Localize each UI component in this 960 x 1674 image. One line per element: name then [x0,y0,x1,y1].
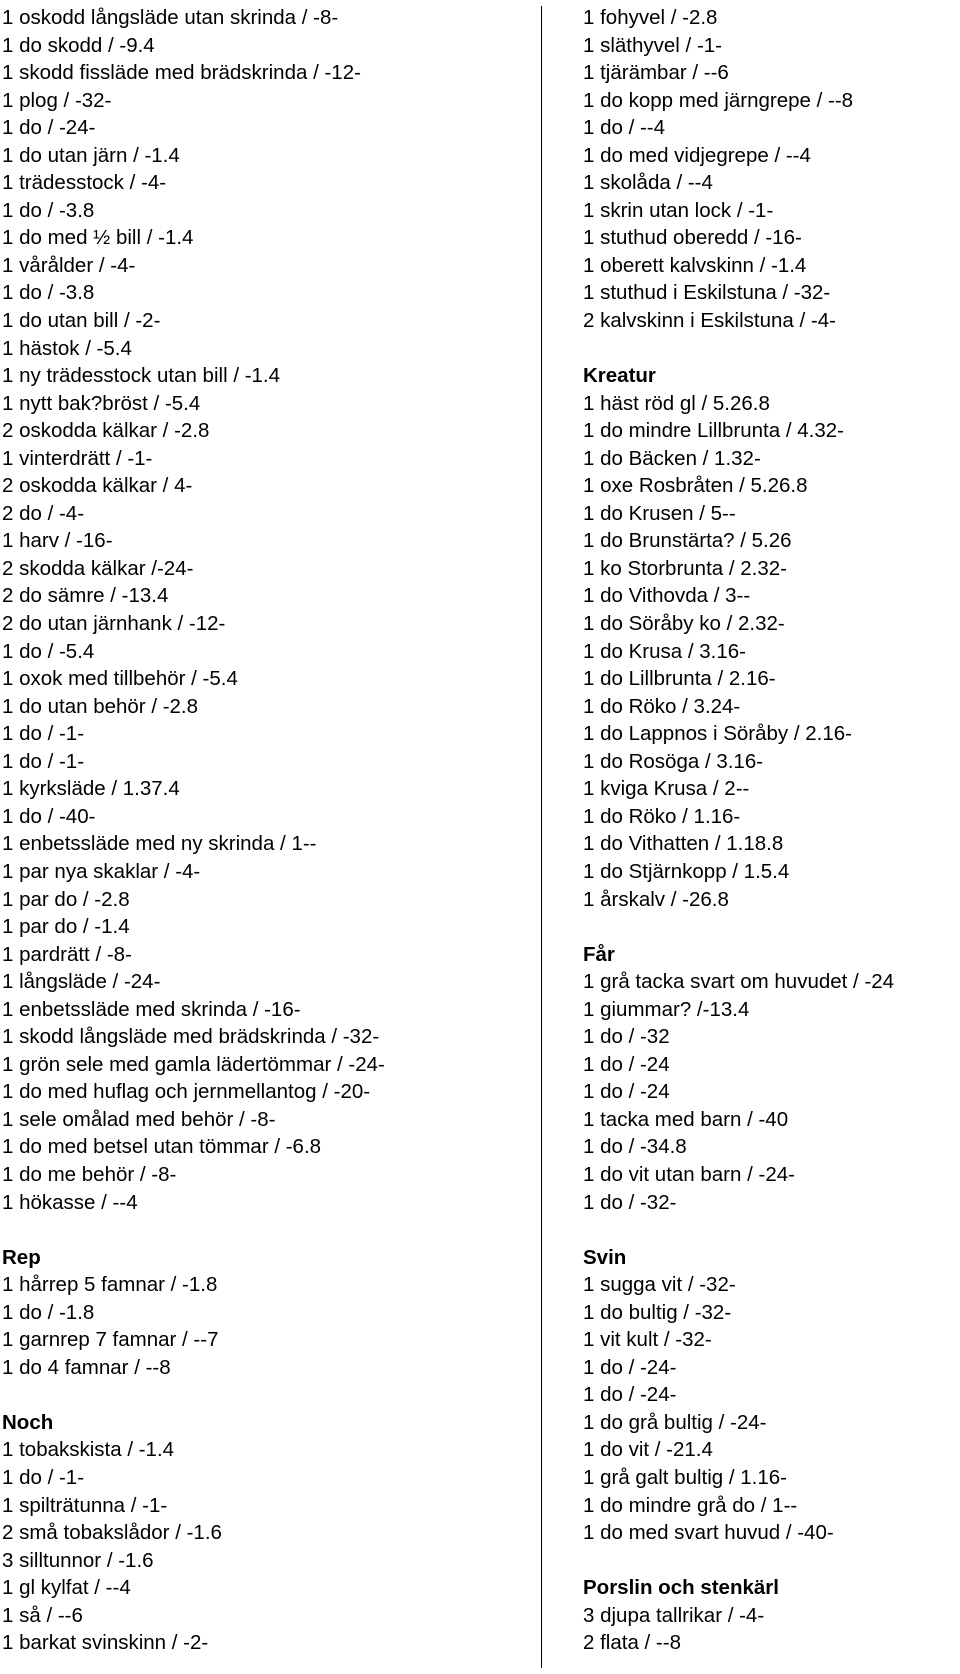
inventory-entry: 1 enbetssläde med ny skrinda / 1-- [2,832,317,856]
inventory-entry: 1 do Krusen / 5-- [583,501,736,525]
inventory-entry: 1 do med vidjegrepe / --4 [583,143,811,167]
column-divider [541,6,542,1668]
inventory-entry: 1 skrin utan lock / -1- [583,198,774,222]
inventory-entry: 1 do Stjärnkopp / 1.5.4 [583,859,790,883]
inventory-entry: 1 hökasse / --4 [2,1190,138,1214]
inventory-entry: 1 skodd fissläde med brädskrinda / -12- [2,61,361,85]
inventory-entry: 1 do / -5.4 [2,639,95,663]
inventory-entry: 1 do med ½ bill / -1.4 [2,226,194,250]
inventory-entry: 1 do Röko / 3.24- [583,694,741,718]
spacer [583,1216,958,1244]
inventory-entry: 1 do Rosöga / 3.16- [583,749,764,773]
inventory-entry: 1 årskalv / -26.8 [583,887,729,911]
inventory-entry: 1 ko Storbrunta / 2.32- [583,556,787,580]
inventory-entry: 1 vårålder / -4- [2,253,136,277]
inventory-entry: 1 skolåda / --4 [583,171,713,195]
inventory-entry: 1 do Vithatten / 1.18.8 [583,832,784,856]
inventory-entry: 1 hårrep 5 famnar / -1.8 [2,1273,218,1297]
inventory-entry: 1 ny trädesstock utan bill / -1.4 [2,364,281,388]
inventory-entry: 1 do / -3.8 [2,281,95,305]
inventory-entry: 1 trädesstock / -4- [2,171,167,195]
inventory-entry: 1 do / -1- [2,722,85,746]
inventory-entry: 1 stuthud oberedd / -16- [583,226,802,250]
inventory-entry: 1 do bultig / -32- [583,1300,732,1324]
spacer [2,1216,540,1244]
spacer [2,1381,540,1409]
inventory-entry: 1 do / -40- [2,804,96,828]
inventory-entry: 2 do utan järnhank / -12- [2,612,226,636]
inventory-entry: 1 barkat svinskinn / -2- [2,1631,209,1655]
inventory-entry: 2 små tobakslådor / -1.6 [2,1521,222,1545]
inventory-entry: 1 do / -24 [583,1052,670,1076]
inventory-entry: 1 do grå bultig / -24- [583,1410,767,1434]
spacer [583,1547,958,1575]
inventory-entry: 1 do / -1- [2,749,85,773]
inventory-entry: 1 do Vithovda / 3-- [583,584,751,608]
inventory-entry: 1 hästok / -5.4 [2,336,132,360]
inventory-entry: 1 do / -1.8 [2,1300,95,1324]
inventory-entry: 1 do Lappnos i Söråby / 2.16- [583,722,852,746]
inventory-entry: 1 do Röko / 1.16- [583,804,741,828]
inventory-entry: 2 do sämre / -13.4 [2,584,169,608]
right-column [583,4,958,1657]
inventory-entry: 1 kyrksläde / 1.37.4 [2,777,180,801]
section-heading: Rep [2,1245,41,1269]
inventory-entry: 2 oskodda kälkar / 4- [2,474,193,498]
spacer [583,913,958,941]
inventory-entry: 2 kalvskinn i Eskilstuna / -4- [583,309,836,333]
inventory-entry: 1 do utan behör / -2.8 [2,694,199,718]
inventory-entry: 1 gl kylfat / --4 [2,1576,131,1600]
inventory-entry: 3 djupa tallrikar / -4- [583,1603,765,1627]
inventory-entry: 1 do med huflag och jernmellantog / -20- [2,1080,371,1104]
inventory-entry: 2 do / -4- [2,501,85,525]
inventory-entry: 1 vit kult / -32- [583,1328,712,1352]
section-heading: Kreatur [583,364,656,388]
inventory-entry: 1 do Brunstärta? / 5.26 [583,529,792,553]
inventory-entry: 2 skodda kälkar /-24- [2,556,194,580]
section-heading: Får [583,942,615,966]
inventory-entry: 1 enbetssläde med skrinda / -16- [2,997,301,1021]
inventory-entry: 2 oskodda kälkar / -2.8 [2,419,210,443]
inventory-entry: 1 do vit utan barn / -24- [583,1162,795,1186]
inventory-entry: 1 do Söråby ko / 2.32- [583,612,785,636]
inventory-entry: 1 do / -24- [583,1383,677,1407]
inventory-entry: 1 par do / -1.4 [2,915,130,939]
inventory-entry: 3 silltunnor / -1.6 [2,1548,154,1572]
inventory-entry: 1 do skodd / -9.4 [2,33,155,57]
inventory-entry: 1 oxok med tillbehör / -5.4 [2,667,238,691]
inventory-entry: 1 do / -1- [2,1465,85,1489]
inventory-entry: 1 fohyvel / -2.8 [583,6,718,29]
inventory-entry: 1 do / -34.8 [583,1135,687,1159]
inventory-entry: 1 skodd långsläde med brädskrinda / -32- [2,1025,380,1049]
left-column [2,4,540,1657]
inventory-entry: 1 do Krusa / 3.16- [583,639,746,663]
inventory-entry: 1 do mindre grå do / 1-- [583,1493,798,1517]
inventory-entry: 1 par do / -2.8 [2,887,130,911]
inventory-entry: 1 giummar? /-13.4 [583,997,750,1021]
inventory-entry: 1 do me behör / -8- [2,1162,177,1186]
inventory-entry: 1 spilträtunna / -1- [2,1493,168,1517]
inventory-entry: 1 harv / -16- [2,529,113,553]
inventory-entry: 1 do utan bill / -2- [2,309,161,333]
inventory-entry: 1 nytt bak?bröst / -5.4 [2,391,201,415]
inventory-entry: 1 släthyvel / -1- [583,33,722,57]
inventory-entry: 1 do mindre Lillbrunta / 4.32- [583,419,844,443]
inventory-entry: 1 pardrätt / -8- [2,942,132,966]
inventory-entry: 1 tjärämbar / --6 [583,61,729,85]
inventory-entry: 1 do 4 famnar / --8 [2,1355,171,1379]
inventory-entry: 1 sele omålad med behör / -8- [2,1107,276,1131]
inventory-entry: 1 så / --6 [2,1603,83,1627]
inventory-entry: 1 sugga vit / -32- [583,1273,736,1297]
inventory-entry: 1 do med betsel utan tömmar / -6.8 [2,1135,322,1159]
inventory-entry: 1 do / -24- [2,116,96,140]
inventory-entry: 2 flata / --8 [583,1631,681,1655]
inventory-entry: 1 do vit / -21.4 [583,1438,713,1462]
section-heading: Noch [2,1410,54,1434]
section-heading: Svin [583,1245,627,1269]
inventory-entry: 1 do med svart huvud / -40- [583,1521,834,1545]
inventory-entry: 1 do / -32- [583,1190,677,1214]
inventory-entry: 1 vinterdrätt / -1- [2,446,153,470]
inventory-entry: 1 do Lillbrunta / 2.16- [583,667,776,691]
section-heading: Porslin och stenkärl [583,1576,779,1600]
inventory-entry: 1 häst röd gl / 5.26.8 [583,391,770,415]
inventory-entry: 1 do / -24 [583,1080,670,1104]
inventory-entry: 1 grön sele med gamla lädertömmar / -24- [2,1052,385,1076]
inventory-entry: 1 oberett kalvskinn / -1.4 [583,253,807,277]
inventory-entry: 1 tobakskista / -1.4 [2,1438,175,1462]
spacer [583,335,958,363]
inventory-entry: 1 långsläde / -24- [2,970,161,994]
inventory-entry: 1 oxe Rosbråten / 5.26.8 [583,474,808,498]
inventory-entry: 1 grå galt bultig / 1.16- [583,1465,787,1489]
inventory-entry: 1 do utan järn / -1.4 [2,143,180,167]
inventory-entry: 1 oskodd långsläde utan skrinda / -8- [2,6,339,29]
inventory-entry: 1 do kopp med järngrepe / --8 [583,88,854,112]
inventory-entry: 1 garnrep 7 famnar / --7 [2,1328,219,1352]
inventory-entry: 1 grå tacka svart om huvudet / -24 [583,970,895,994]
inventory-entry: 1 do / -3.8 [2,198,95,222]
inventory-entry: 1 kviga Krusa / 2-- [583,777,750,801]
inventory-entry: 1 par nya skaklar / -4- [2,859,201,883]
inventory-entry: 1 do / -32 [583,1025,670,1049]
inventory-entry: 1 plog / -32- [2,88,112,112]
inventory-entry: 1 tacka med barn / -40 [583,1107,789,1131]
inventory-entry: 1 do / --4 [583,116,666,140]
inventory-entry: 1 stuthud i Eskilstuna / -32- [583,281,831,305]
inventory-entry: 1 do Bäcken / 1.32- [583,446,761,470]
inventory-entry: 1 do / -24- [583,1355,677,1379]
